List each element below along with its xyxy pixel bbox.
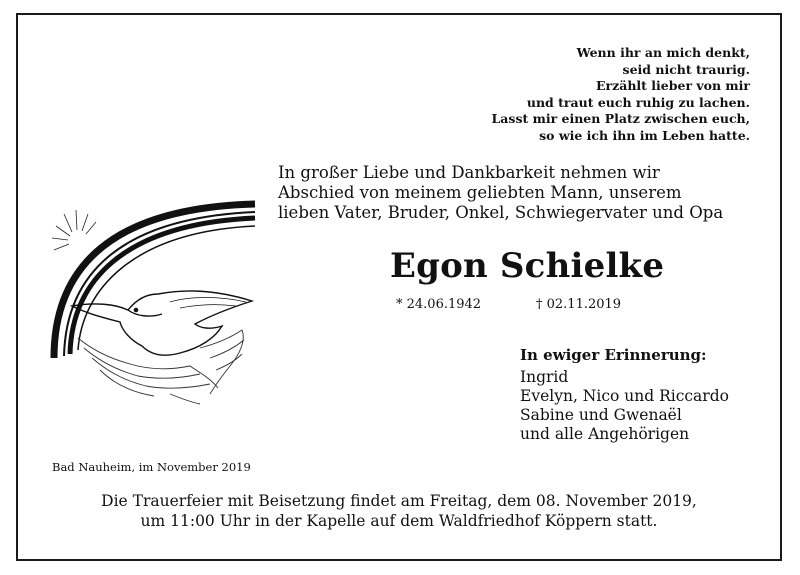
dove-icon xyxy=(72,291,252,355)
service-line: um 11:00 Uhr in der Kapelle auf dem Waldfriedhof Köppern statt. xyxy=(140,512,658,530)
dove-rainbow-hands-icon xyxy=(50,198,260,408)
mourner-entry: Sabine und Gwenaël xyxy=(520,406,682,424)
poem-line: seid nicht traurig. xyxy=(622,61,750,77)
sun-rays-icon xyxy=(52,210,96,250)
poem-line: Wenn ihr an mich denkt, xyxy=(576,45,750,60)
hands-icon xyxy=(78,330,244,404)
deceased-name: Egon Schielke xyxy=(390,246,665,286)
poem xyxy=(492,45,750,144)
mourner-entry: Evelyn, Nico und Riccardo xyxy=(520,387,729,405)
mourner-entry: Ingrid xyxy=(520,368,569,386)
intro-line: Abschied von meinem geliebten Mann, unserem xyxy=(278,183,682,202)
rainbow-icon xyxy=(54,204,255,358)
poem-line: und traut euch ruhig zu lachen. xyxy=(526,94,750,110)
mourners-list xyxy=(520,368,729,444)
service-line: Die Trauerfeier mit Beisetzung findet am Freitag, dem 08. November 2019, xyxy=(101,492,697,510)
poem-line: so wie ich ihn im Leben hatte. xyxy=(539,127,750,143)
memory-heading: In ewiger Erinnerung: xyxy=(520,346,707,364)
place-date: Bad Nauheim, im November 2019 xyxy=(52,460,251,474)
poem-line: Lasst mir einen Platz zwischen euch, xyxy=(491,111,750,126)
mourner-entry: und alle Angehörigen xyxy=(520,425,690,443)
death-date: † 02.11.2019 xyxy=(536,297,622,312)
birth-date: * 24.06.1942 xyxy=(396,297,482,312)
service-info xyxy=(18,491,780,531)
intro-line: In großer Liebe und Dankbarkeit nehmen wir xyxy=(278,163,660,182)
intro-text xyxy=(278,163,723,223)
poem-line: Erzählt lieber von mir xyxy=(596,78,750,93)
intro-line: lieben Vater, Bruder, Onkel, Schwiegervater und Opa xyxy=(278,203,724,222)
